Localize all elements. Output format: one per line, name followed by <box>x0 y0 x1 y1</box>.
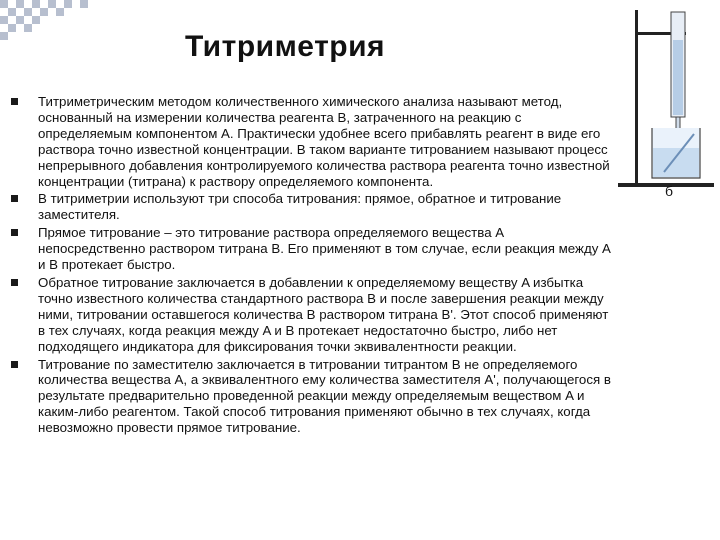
bullet-item <box>8 225 613 273</box>
figure-label: б <box>665 183 674 199</box>
bullet-text: Обратное титрование заключается в добавлении к определяемому веществу A избытка точно известного количества стандартного раствора B и после завершения реакции между ними, титровании оставшегося количества B раствором титрана B'. Этот способ применяют в тех случаях, когда реакция между A и B протекает недостаточно быстро, либо нет подходящего индикатора для фиксирования точки эквивалентности реакции. <box>38 274 609 354</box>
square-bullet-icon <box>11 229 18 236</box>
square-bullet-icon <box>11 361 18 368</box>
checker-decoration <box>0 0 110 40</box>
bullet-item <box>8 191 613 223</box>
bullet-text: Титрование по заместителю заключается в титровании титрантом B не определяемого количества вещества A, а эквивалентного ему количества заместителя A', получающегося в результате предварительно проведенной реакции между определяемым веществом A и каким-либо реагентом. Такой способ титрования применяют обычно в тех случаях, когда невозможно провести прямое титрование. <box>38 356 611 436</box>
titration-figure <box>610 0 720 215</box>
bullet-item <box>8 275 613 355</box>
square-bullet-icon <box>11 98 18 105</box>
bullet-item <box>8 94 613 189</box>
bullet-item <box>8 357 613 437</box>
square-bullet-icon <box>11 195 18 202</box>
bullet-text: В титриметрии используют три способа титрования: прямое, обратное и титрование заместителя. <box>38 191 562 223</box>
bullet-list <box>8 94 620 438</box>
bullet-text: Титриметрическим методом количественного химического анализа называют метод, основанный на измерении количества реагента B, затраченного на реакцию с определяемым компонентом A. Практически удобнее всего прибавлять реагент в виде его раствора точно известной концентрации. В таком варианте титрованием называют процесс непрерывного добавления контролируемого количества раствора реагента точно известной концентрации (титрана) к раствору определяемого компонента. <box>38 94 610 189</box>
slide-title: Титриметрия <box>185 30 386 63</box>
bullet-text: Прямое титрование – это титрование раствора определяемого вещества A непосредственно раствором титрана B. Его применяют в том случае, если реакция между A и B протекает быстро. <box>38 225 611 273</box>
square-bullet-icon <box>11 279 18 286</box>
